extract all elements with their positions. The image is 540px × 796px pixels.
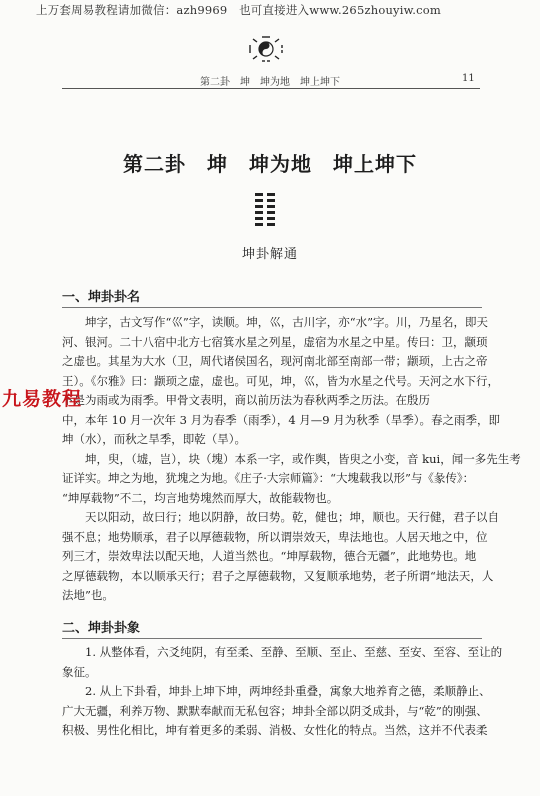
section-rule [62,638,482,639]
header-rule [62,88,480,89]
section-subtitle: 坤卦解通 [241,247,298,262]
watermark-banner: 上万套周易教程请加微信：azh9969 也可直接进入www.265zhouyiw.com [36,3,442,17]
page-number: 11 [462,73,475,84]
section-rule [62,307,482,308]
section-body-image: 1. 从整体看，六爻纯阴，有至柔、至静、至顺、至止、至慈、至安、至容、至让的 象征。 2. 从上下卦看，坤卦上坤下坤，两坤经卦重叠，寓象大地养育之德，柔顺静止、 广大无疆，利养万物、默默奉献而无私包容；坤卦全部以阴爻成卦，与“乾”的刚强、 积极、男性化相比，坤有着更多的柔弱、消极、女性化的特点。当然，这并不代表柔 [62,645,503,737]
taiji-logo-icon [246,34,286,64]
section-heading-name: 一、坤卦卦名 [62,290,141,305]
section-body-name: 坤字，古文写作“巛”字，读顺。坤，巛，古川字，亦“水”字。川，乃星名，即天 河、银河。二十八宿中北方七宿箕水星之列星，虚宿为水星之中星。传曰：卫，颛顼 之虚也。其星为大水（卫，周代诸侯国名，现河南北部至南部一带；颛顼，上古之帝 王）。《尔雅》曰：颛顼之虚，虚也。可见，坤，巛，皆为水星之代号。天河之水下行， 下是为雨或为雨季。甲骨文表明，商以前历法为春秋两季之历法。在殷历 中，本年 10 月一次年 3 月为春季（雨季），4 月—9 月为秋季（旱季）。春之雨季，即 坤（水），而秋之旱季，即乾（旱）。 坤，臾，（墟，岂），块（塊）本系一字，或作舆，皆臾之小变，音 kui，闻一多先生考 证详实。坤之为地，犹塊之为地。《庄子·大宗师篇》：“大塊载我以形”与《彖传》： “坤厚载物”不二，均言地势塊然而厚大，故能载物也。 天以阳动，故曰行；地以阴静，故曰势。乾，健也；坤，顺也。天行健，君子以自 强不息；地势顺承，君子以厚德载物，所以谓崇效天，卑法地也。人居天地之中，位 列三才，崇效卑法以配天地，人道当然也。“坤厚载物，德合无疆”，此地势也。地 之厚德载物，本以顺承天行；君子之厚德载物，又复顺承地势，老子所谓“地法天，人 法地”也。 [62,315,521,602]
side-watermark: 九易教程 [2,388,83,410]
section-heading-image: 二、坤卦卦象 [62,621,141,636]
running-head: 第二卦 坤 坤为地 坤上坤下 [200,77,340,88]
chapter-title: 第二卦 坤 坤为地 坤上坤下 [123,152,417,176]
kun-hexagram-icon [255,193,275,227]
